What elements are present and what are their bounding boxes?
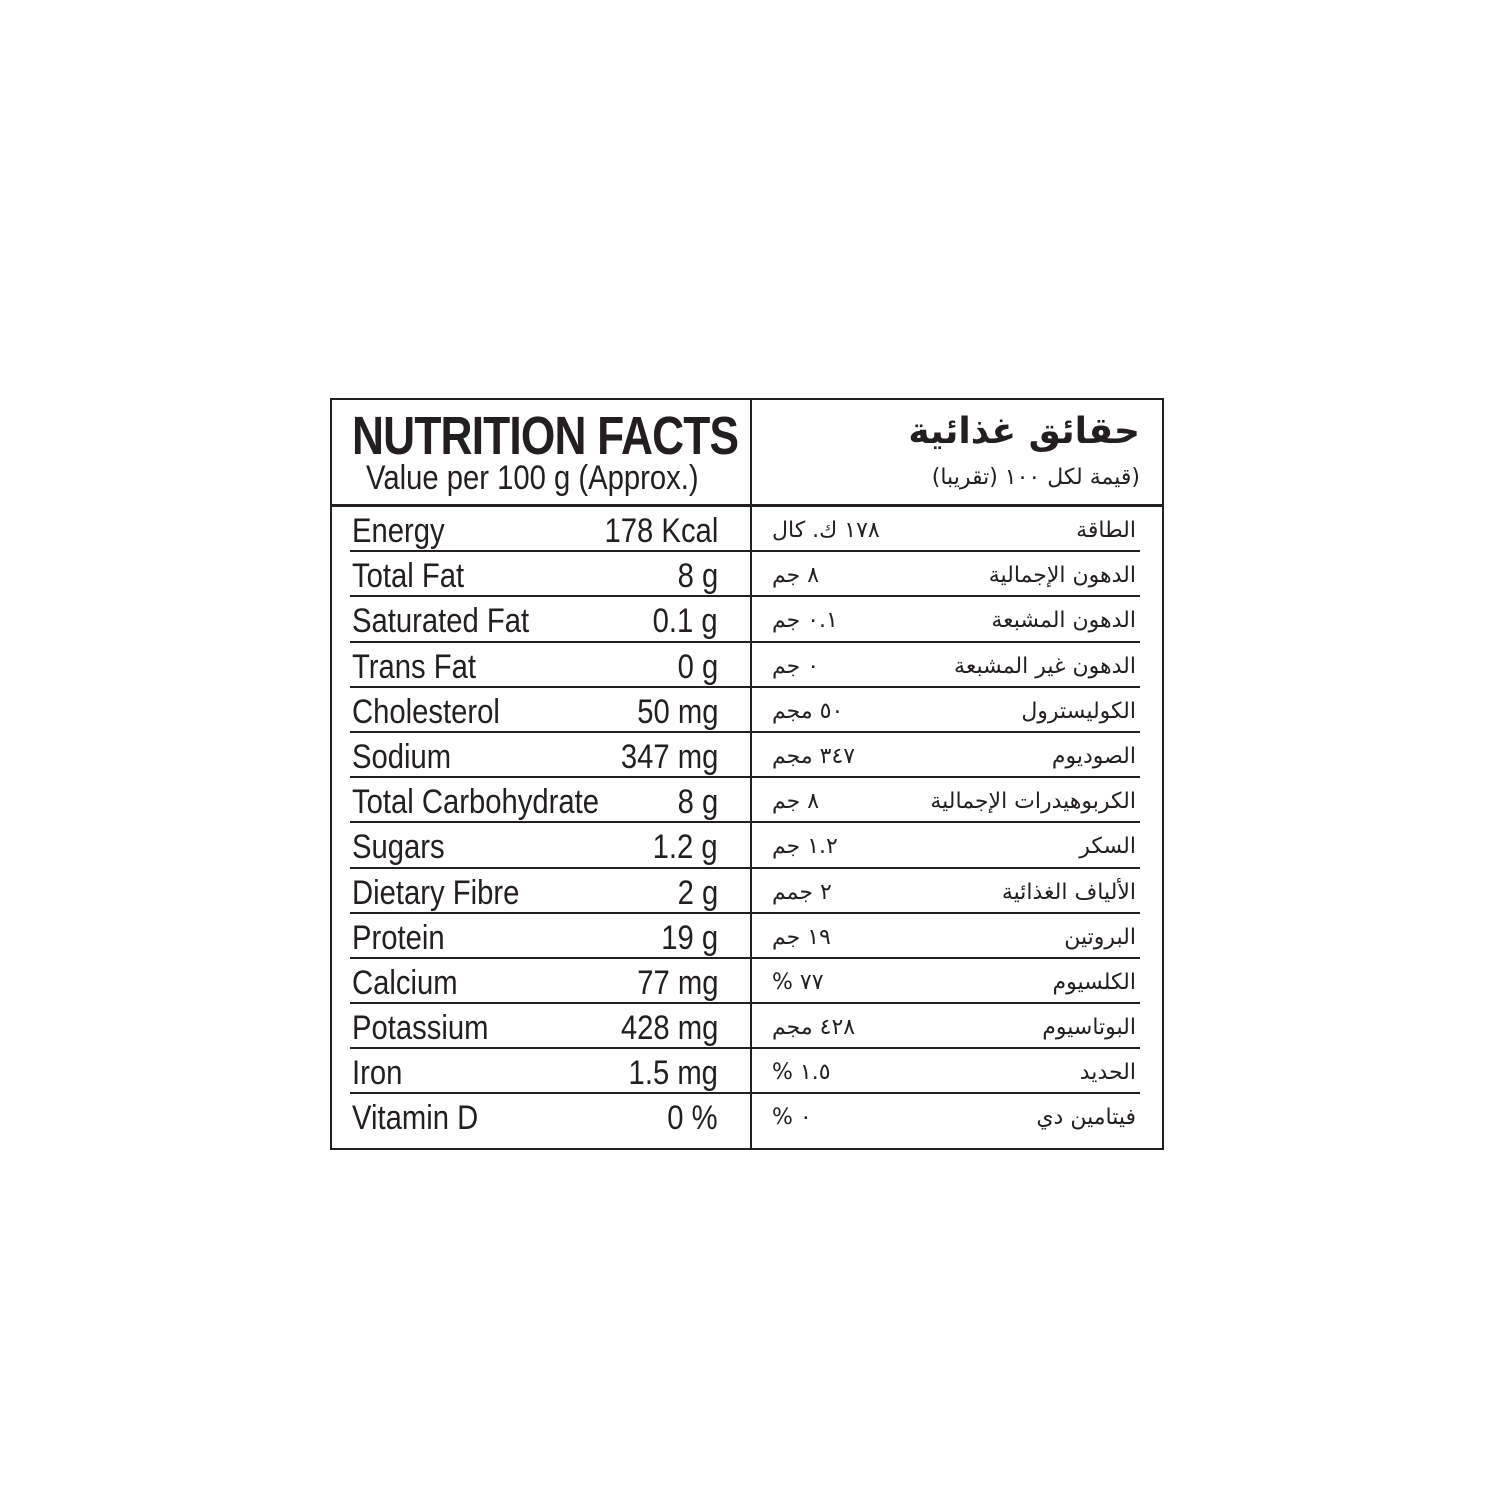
english-label: Sugars [352,828,445,867]
nutrient-row [332,1049,1162,1094]
nutrient-row [332,688,1162,733]
english-label: Sodium [352,737,452,776]
english-label: Energy [352,512,445,550]
english-value: 0 % [667,1099,718,1138]
english-value: 0.1 g [652,602,718,641]
english-label: Dietary Fibre [352,873,520,912]
arabic-label: الطاقة [1076,518,1136,543]
english-subtitle: Value per 100 g (Approx.) [366,459,699,497]
nutrient-row [332,597,1162,642]
english-label: Potassium [352,1009,489,1048]
arabic-value: ٠.١ جم [772,608,838,634]
nutrient-row [332,823,1162,868]
arabic-value: ٨ جم [772,789,820,815]
arabic-label: الدهون غير المشبعة [954,653,1136,679]
english-value: 50 mg [636,692,718,731]
arabic-label: فيتامين دي [1036,1105,1136,1131]
english-value: 1.2 g [652,828,718,867]
arabic-label: الحديد [1079,1060,1136,1086]
english-value: 428 mg [620,1009,718,1048]
english-value: 1.5 mg [628,1054,718,1093]
english-label: Iron [352,1054,403,1093]
english-value: 178 Kcal [604,512,718,550]
nutrient-row [332,733,1162,778]
nutrient-row [332,643,1162,688]
arabic-subtitle: (قيمة لكل ١٠٠ (تقريبا) [931,465,1140,490]
arabic-value: ١.٥ % [772,1060,831,1086]
arabic-value: ١٩ جم [772,924,831,950]
arabic-label: الدهون المشبعة [991,608,1136,634]
english-value: 347 mg [620,737,718,776]
nutrient-row [332,552,1162,597]
english-value: 77 mg [636,963,718,1002]
arabic-value: ٧٧ % [772,969,824,995]
arabic-label: الكربوهيدرات الإجمالية [930,789,1136,815]
english-label: Total Carbohydrate [352,783,600,822]
nutrient-row [332,778,1162,823]
english-label: Vitamin D [352,1099,479,1138]
nutrient-row [332,1004,1162,1049]
arabic-value: ٢ جمم [772,879,832,905]
english-value: 2 g [677,873,718,912]
english-label: Saturated Fat [352,602,530,641]
english-label: Protein [352,918,445,957]
arabic-value: ٠ % [772,1105,812,1131]
arabic-value: ١.٢ جم [772,834,838,860]
nutrition-facts-panel [330,398,1164,1150]
nutrient-row [332,1094,1162,1139]
arabic-label: البوتاسيوم [1042,1015,1136,1041]
english-value: 8 g [677,557,718,596]
arabic-label: الدهون الإجمالية [988,563,1136,589]
arabic-value: ٥٠ مجم [772,698,844,724]
arabic-title: حقائق غذائية [908,411,1140,452]
english-value: 8 g [677,783,718,822]
arabic-label: الكلسيوم [1052,969,1136,995]
arabic-label: الكوليسترول [1021,698,1136,724]
arabic-label: السكر [1079,834,1136,860]
nutrient-row [332,914,1162,959]
nutrient-row [332,507,1162,552]
english-label: Calcium [352,963,458,1002]
english-label: Trans Fat [352,647,477,686]
arabic-label: الصوديوم [1051,743,1136,769]
arabic-label: البروتين [1064,924,1136,950]
arabic-value: ٤٢٨ مجم [772,1015,856,1041]
english-value: 19 g [661,918,718,957]
english-label: Total Fat [352,557,465,596]
english-label: Cholesterol [352,692,500,731]
english-title: NUTRITION FACTS [352,406,739,466]
nutrient-row [332,959,1162,1004]
nutrient-row [332,869,1162,914]
arabic-label: الألياف الغذائية [1001,879,1136,905]
nutrient-rows [332,507,1162,1140]
arabic-value: ٨ جم [772,563,820,589]
english-value: 0 g [677,647,718,686]
arabic-value: ١٧٨ ك. كال [772,518,880,543]
arabic-value: ٣٤٧ مجم [772,743,856,769]
arabic-value: ٠ جم [772,653,820,679]
